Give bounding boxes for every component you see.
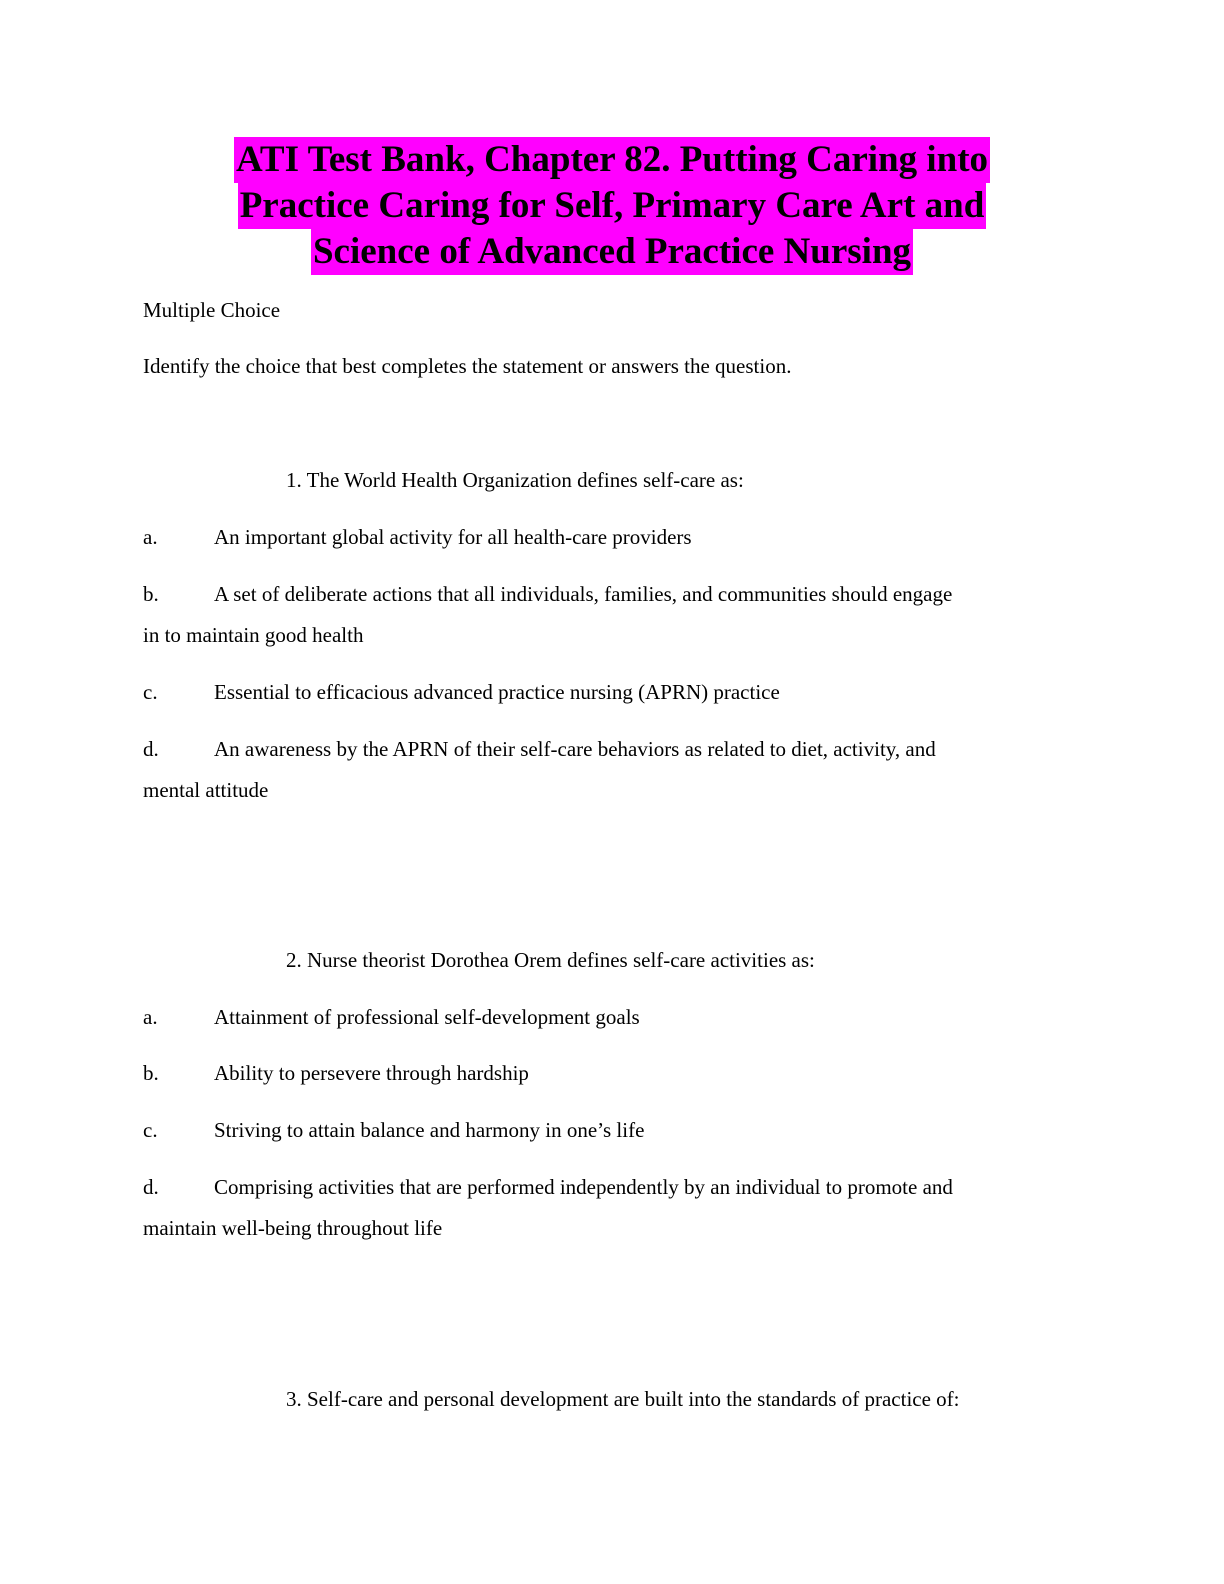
question-3-prompt: 3. Self-care and personal development are built into the standards of practice of: <box>286 1387 960 1411</box>
q1-option-a-text: An important global activity for all health-care providers <box>214 525 692 549</box>
question-1-prompt: 1. The World Health Organization defines self-care as: <box>286 468 744 492</box>
q2-option-d-letter: d. <box>143 1175 159 1199</box>
q1-option-c-text: Essential to efficacious advanced practice nursing (APRN) practice <box>214 680 780 704</box>
q2-option-b-letter: b. <box>143 1061 159 1085</box>
q2-option-c-letter: c. <box>143 1118 158 1142</box>
title-line-2: Practice Caring for Self, Primary Care Art and <box>238 183 987 229</box>
q1-option-a-letter: a. <box>143 525 158 549</box>
document-title <box>100 137 1124 275</box>
q2-option-b-text: Ability to persevere through hardship <box>214 1061 529 1085</box>
q1-option-b-continuation: in to maintain good health <box>143 623 364 647</box>
q1-option-c-letter: c. <box>143 680 158 704</box>
q2-option-a-letter: a. <box>143 1005 158 1029</box>
q2-option-d-text: Comprising activities that are performed independently by an individual to promote and <box>214 1175 953 1199</box>
title-line-3: Science of Advanced Practice Nursing <box>311 229 913 275</box>
question-2-prompt: 2. Nurse theorist Dorothea Orem defines self-care activities as: <box>286 948 815 972</box>
q2-option-d-continuation: maintain well-being throughout life <box>143 1216 443 1240</box>
instructions: Identify the choice that best completes the statement or answers the question. <box>143 354 792 378</box>
q1-option-d-text: An awareness by the APRN of their self-care behaviors as related to diet, activity, and <box>214 737 936 761</box>
q1-option-d-letter: d. <box>143 737 159 761</box>
q1-option-b-letter: b. <box>143 582 159 606</box>
q2-option-c-text: Striving to attain balance and harmony in one’s life <box>214 1118 645 1142</box>
q1-option-b-text: A set of deliberate actions that all individuals, families, and communities should engage <box>214 582 953 606</box>
q2-option-a-text: Attainment of professional self-development goals <box>214 1005 640 1029</box>
title-line-1: ATI Test Bank, Chapter 82. Putting Caring into <box>234 137 990 183</box>
section-heading: Multiple Choice <box>143 298 281 322</box>
q1-option-d-continuation: mental attitude <box>143 778 269 802</box>
